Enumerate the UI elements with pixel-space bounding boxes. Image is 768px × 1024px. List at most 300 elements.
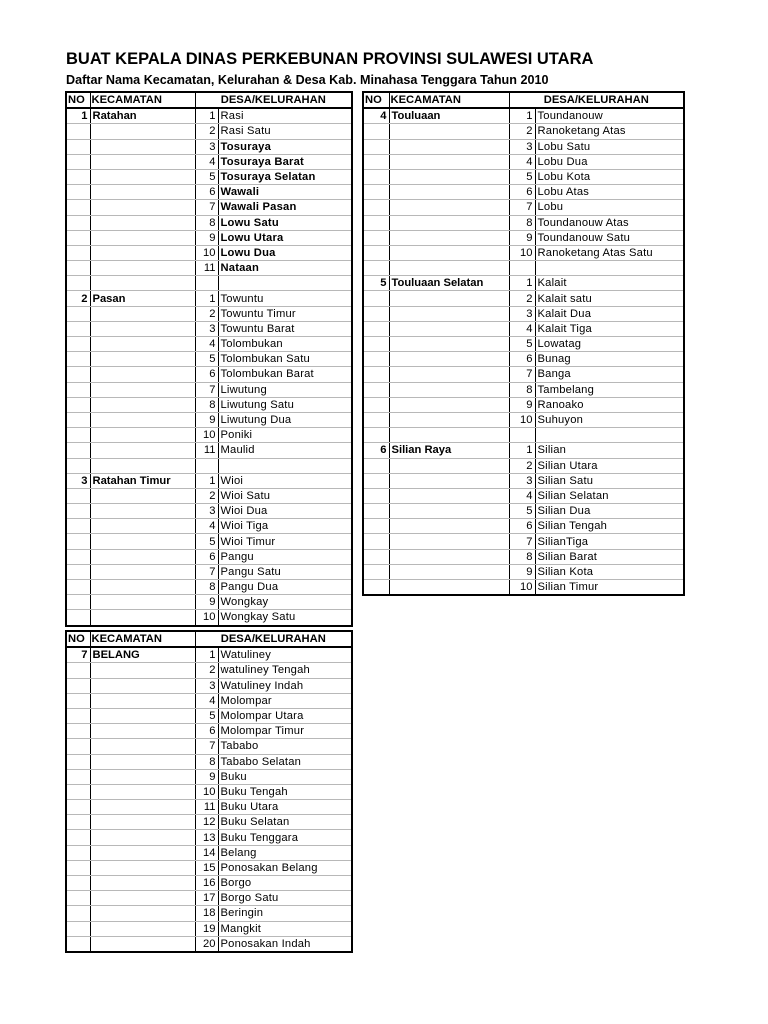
cell-kecamatan-name: Silian Raya	[389, 443, 509, 458]
kecamatan-table-2	[362, 91, 685, 596]
cell-desa-name: Buku Utara	[218, 800, 352, 815]
cell-desa-no: 3	[509, 139, 535, 154]
table-row	[66, 534, 352, 549]
cell-kecamatan-name	[389, 397, 509, 412]
cell-kecamatan-name	[389, 306, 509, 321]
cell-desa-name: Silian Utara	[535, 458, 684, 473]
cell-desa-name: Tolombukan	[218, 337, 352, 352]
cell-kecamatan-name	[90, 352, 195, 367]
cell-kecamatan-name	[389, 580, 509, 596]
cell-kecamatan-name	[90, 367, 195, 382]
cell-desa-name: Pangu Satu	[218, 564, 352, 579]
cell-desa-name: Buku	[218, 769, 352, 784]
cell-kecamatan-no	[66, 261, 90, 276]
table-row	[363, 337, 684, 352]
cell-kecamatan-name	[389, 154, 509, 169]
table-row	[66, 580, 352, 595]
cell-desa-no: 2	[509, 291, 535, 306]
cell-desa-name: Ranoako	[535, 397, 684, 412]
table-row	[66, 708, 352, 723]
cell-desa-no: 1	[195, 291, 218, 306]
cell-desa-name: Watuliney Indah	[218, 678, 352, 693]
cell-desa-name: Wioi Dua	[218, 504, 352, 519]
cell-kecamatan-name	[389, 473, 509, 488]
cell-kecamatan-no	[66, 724, 90, 739]
cell-desa-no: 6	[509, 185, 535, 200]
cell-desa-no: 5	[195, 352, 218, 367]
cell-desa-no: 3	[509, 473, 535, 488]
cell-kecamatan-name	[90, 860, 195, 875]
cell-kecamatan-no	[66, 139, 90, 154]
cell-kecamatan-name	[389, 428, 509, 443]
table-row	[66, 139, 352, 154]
header-kecamatan: KECAMATAN	[90, 631, 195, 647]
cell-kecamatan-name	[389, 382, 509, 397]
cell-kecamatan-no	[66, 124, 90, 139]
cell-desa-no: 6	[195, 724, 218, 739]
cell-desa-no: 18	[195, 906, 218, 921]
table-row	[66, 458, 352, 473]
cell-desa-no: 10	[509, 580, 535, 596]
cell-desa-no: 3	[195, 504, 218, 519]
cell-kecamatan-name	[389, 139, 509, 154]
cell-desa-no: 6	[195, 367, 218, 382]
cell-desa-name: Molompar Utara	[218, 708, 352, 723]
kecamatan-table-1	[65, 91, 353, 627]
cell-desa-name: Silian Satu	[535, 473, 684, 488]
cell-desa-name: Banga	[535, 367, 684, 382]
cell-kecamatan-name	[389, 564, 509, 579]
cell-desa-no: 7	[195, 564, 218, 579]
cell-kecamatan-name	[90, 906, 195, 921]
table-row	[66, 124, 352, 139]
table-row	[66, 830, 352, 845]
cell-kecamatan-no	[66, 428, 90, 443]
table-row	[66, 321, 352, 336]
cell-kecamatan-no	[66, 215, 90, 230]
cell-kecamatan-name	[389, 185, 509, 200]
table-row	[363, 154, 684, 169]
cell-desa-name: Liwutung	[218, 382, 352, 397]
table-row	[66, 860, 352, 875]
cell-kecamatan-name	[90, 724, 195, 739]
cell-kecamatan-no	[363, 185, 389, 200]
cell-kecamatan-name	[90, 564, 195, 579]
cell-desa-name: Lobu	[535, 200, 684, 215]
cell-kecamatan-no	[363, 306, 389, 321]
cell-kecamatan-name	[90, 261, 195, 276]
cell-kecamatan-no	[66, 488, 90, 503]
header-kecamatan: KECAMATAN	[90, 92, 195, 108]
table-row	[66, 693, 352, 708]
cell-desa-no: 4	[509, 154, 535, 169]
table-row	[66, 185, 352, 200]
cell-desa-no: 2	[195, 306, 218, 321]
cell-kecamatan-no	[363, 519, 389, 534]
cell-kecamatan-no: 1	[66, 108, 90, 124]
cell-desa-no: 19	[195, 921, 218, 936]
cell-desa-name: Borgo Satu	[218, 891, 352, 906]
cell-kecamatan-name	[389, 169, 509, 184]
cell-kecamatan-no	[363, 488, 389, 503]
table-row	[66, 108, 352, 124]
cell-desa-name: Silian Barat	[535, 549, 684, 564]
cell-kecamatan-no	[66, 185, 90, 200]
cell-kecamatan-name	[90, 337, 195, 352]
cell-kecamatan-name: Touluaan	[389, 108, 509, 124]
table-row	[66, 200, 352, 215]
cell-desa-name: Nataan	[218, 261, 352, 276]
cell-desa-no: 16	[195, 876, 218, 891]
table-row	[66, 504, 352, 519]
cell-kecamatan-no	[66, 595, 90, 610]
cell-kecamatan-no	[363, 428, 389, 443]
cell-desa-name: Silian	[535, 443, 684, 458]
header-desa-kelurahan: DESA/KELURAHAN	[509, 92, 684, 108]
cell-kecamatan-no	[363, 337, 389, 352]
cell-kecamatan-name	[90, 215, 195, 230]
cell-kecamatan-no	[66, 739, 90, 754]
cell-kecamatan-no	[66, 169, 90, 184]
table-row	[66, 443, 352, 458]
cell-desa-name: Ranoketang Atas Satu	[535, 245, 684, 260]
cell-kecamatan-no	[66, 519, 90, 534]
cell-desa-no: 5	[195, 708, 218, 723]
cell-desa-name: Buku Tengah	[218, 784, 352, 799]
cell-desa-no: 2	[509, 458, 535, 473]
cell-desa-name: Bunag	[535, 352, 684, 367]
header-desa-kelurahan: DESA/KELURAHAN	[195, 92, 352, 108]
cell-kecamatan-name	[389, 519, 509, 534]
cell-desa-name: Kalait	[535, 276, 684, 291]
cell-kecamatan-name	[389, 230, 509, 245]
table-row	[363, 580, 684, 596]
cell-desa-no: 4	[195, 154, 218, 169]
table-header-row	[66, 92, 352, 108]
cell-kecamatan-no	[66, 397, 90, 412]
cell-desa-name: Ponosakan Indah	[218, 936, 352, 952]
cell-desa-no: 4	[509, 488, 535, 503]
cell-desa-no: 1	[195, 108, 218, 124]
cell-desa-no: 1	[509, 276, 535, 291]
cell-desa-name: Kalait satu	[535, 291, 684, 306]
table-row	[66, 245, 352, 260]
header-kecamatan: KECAMATAN	[389, 92, 509, 108]
table-row	[66, 800, 352, 815]
cell-kecamatan-name	[90, 276, 195, 291]
cell-desa-name: Wawali	[218, 185, 352, 200]
table-row	[363, 352, 684, 367]
cell-desa-name: Liwutung Satu	[218, 397, 352, 412]
cell-desa-no: 9	[509, 230, 535, 245]
cell-desa-no: 6	[195, 185, 218, 200]
cell-desa-no: 12	[195, 815, 218, 830]
table-row	[66, 724, 352, 739]
table-row	[66, 291, 352, 306]
cell-kecamatan-no	[66, 891, 90, 906]
cell-desa-no: 10	[509, 412, 535, 427]
cell-desa-name: Wongkay	[218, 595, 352, 610]
cell-desa-no: 1	[195, 647, 218, 663]
cell-kecamatan-no: 2	[66, 291, 90, 306]
cell-kecamatan-no	[66, 337, 90, 352]
cell-desa-no	[195, 458, 218, 473]
cell-kecamatan-name	[90, 519, 195, 534]
cell-kecamatan-name	[90, 693, 195, 708]
cell-desa-no: 7	[195, 200, 218, 215]
cell-kecamatan-name	[389, 124, 509, 139]
cell-kecamatan-no	[66, 549, 90, 564]
cell-desa-no: 9	[509, 564, 535, 579]
cell-kecamatan-name	[90, 891, 195, 906]
cell-desa-no: 9	[195, 230, 218, 245]
cell-kecamatan-name	[90, 830, 195, 845]
table-row	[66, 610, 352, 626]
cell-desa-name: Poniki	[218, 428, 352, 443]
cell-desa-name: Tolombukan Barat	[218, 367, 352, 382]
table-row	[363, 367, 684, 382]
cell-desa-no: 14	[195, 845, 218, 860]
table-row	[363, 124, 684, 139]
cell-desa-name	[535, 261, 684, 276]
cell-desa-name: Silian Dua	[535, 504, 684, 519]
cell-kecamatan-name	[389, 458, 509, 473]
cell-desa-no: 10	[195, 610, 218, 626]
cell-desa-name: Molompar Timur	[218, 724, 352, 739]
cell-desa-no: 3	[195, 321, 218, 336]
cell-desa-no: 3	[195, 678, 218, 693]
table-row	[363, 261, 684, 276]
cell-desa-no: 7	[195, 382, 218, 397]
table-row	[66, 549, 352, 564]
cell-desa-name: Toundanouw Satu	[535, 230, 684, 245]
cell-kecamatan-no	[363, 564, 389, 579]
cell-desa-no: 2	[195, 124, 218, 139]
cell-desa-no: 5	[195, 169, 218, 184]
cell-kecamatan-no	[66, 458, 90, 473]
cell-desa-no: 2	[195, 488, 218, 503]
cell-desa-no: 4	[195, 693, 218, 708]
cell-desa-name: Buku Tenggara	[218, 830, 352, 845]
cell-desa-no: 7	[195, 739, 218, 754]
cell-kecamatan-no	[66, 708, 90, 723]
header-no: NO	[363, 92, 389, 108]
table-row	[363, 443, 684, 458]
table-row	[66, 276, 352, 291]
cell-desa-name: Tosuraya Selatan	[218, 169, 352, 184]
cell-desa-name: Ranoketang Atas	[535, 124, 684, 139]
cell-desa-name: Molompar	[218, 693, 352, 708]
table-row	[66, 230, 352, 245]
cell-desa-no: 3	[509, 306, 535, 321]
cell-kecamatan-no	[66, 352, 90, 367]
cell-kecamatan-no	[66, 154, 90, 169]
table-row	[66, 382, 352, 397]
cell-kecamatan-no	[66, 663, 90, 678]
cell-kecamatan-name	[389, 534, 509, 549]
cell-kecamatan-no	[363, 412, 389, 427]
cell-desa-no: 11	[195, 261, 218, 276]
cell-kecamatan-name	[90, 784, 195, 799]
cell-kecamatan-no	[363, 382, 389, 397]
table-row	[66, 876, 352, 891]
table-row	[66, 678, 352, 693]
cell-kecamatan-no	[363, 139, 389, 154]
cell-kecamatan-name	[90, 488, 195, 503]
cell-desa-name: Towuntu Timur	[218, 306, 352, 321]
cell-kecamatan-name	[90, 321, 195, 336]
table-row	[363, 473, 684, 488]
cell-kecamatan-no	[363, 473, 389, 488]
cell-desa-name: Lobu Satu	[535, 139, 684, 154]
cell-kecamatan-no	[66, 845, 90, 860]
cell-desa-no: 5	[509, 504, 535, 519]
table-row	[363, 276, 684, 291]
cell-desa-name: Pangu	[218, 549, 352, 564]
table-row	[66, 169, 352, 184]
cell-kecamatan-no	[66, 860, 90, 875]
cell-desa-no: 2	[509, 124, 535, 139]
table-row	[363, 412, 684, 427]
cell-desa-no: 2	[195, 663, 218, 678]
cell-desa-name	[218, 458, 352, 473]
page-subtitle: Daftar Nama Kecamatan, Kelurahan & Desa Kab. Minahasa Tenggara Tahun 2010	[66, 73, 549, 87]
table-row	[66, 352, 352, 367]
cell-kecamatan-no	[66, 936, 90, 952]
table-row	[66, 154, 352, 169]
table-row	[363, 397, 684, 412]
cell-desa-name: Wioi Timur	[218, 534, 352, 549]
cell-desa-name: Towuntu Barat	[218, 321, 352, 336]
cell-desa-no: 5	[509, 169, 535, 184]
cell-desa-no: 8	[509, 382, 535, 397]
table-row	[363, 564, 684, 579]
cell-kecamatan-name	[90, 708, 195, 723]
cell-desa-no: 17	[195, 891, 218, 906]
cell-kecamatan-name	[90, 678, 195, 693]
cell-desa-name: Toundanouw Atas	[535, 215, 684, 230]
cell-kecamatan-name	[389, 367, 509, 382]
cell-kecamatan-name: BELANG	[90, 647, 195, 663]
cell-kecamatan-name	[90, 397, 195, 412]
cell-kecamatan-no	[66, 412, 90, 427]
cell-kecamatan-name	[90, 139, 195, 154]
cell-kecamatan-no	[66, 693, 90, 708]
table-row	[66, 306, 352, 321]
cell-desa-no: 8	[195, 397, 218, 412]
cell-desa-no: 1	[195, 473, 218, 488]
cell-desa-no: 7	[509, 367, 535, 382]
cell-kecamatan-no	[363, 458, 389, 473]
cell-kecamatan-name	[90, 428, 195, 443]
cell-desa-name: Tababo	[218, 739, 352, 754]
cell-desa-name: Lowu Dua	[218, 245, 352, 260]
cell-kecamatan-name	[389, 245, 509, 260]
cell-kecamatan-name: Ratahan	[90, 108, 195, 124]
cell-kecamatan-name	[389, 504, 509, 519]
cell-desa-name: Watuliney	[218, 647, 352, 663]
table-row	[363, 428, 684, 443]
cell-desa-no	[509, 261, 535, 276]
cell-kecamatan-name	[90, 458, 195, 473]
cell-desa-no: 6	[195, 549, 218, 564]
cell-desa-name: Tolombukan Satu	[218, 352, 352, 367]
cell-desa-no: 10	[195, 784, 218, 799]
cell-desa-name: Tambelang	[535, 382, 684, 397]
cell-desa-name: Ponosakan Belang	[218, 860, 352, 875]
cell-desa-name: Lowu Utara	[218, 230, 352, 245]
table-row	[363, 321, 684, 336]
cell-desa-name: watuliney Tengah	[218, 663, 352, 678]
cell-desa-no: 20	[195, 936, 218, 952]
cell-kecamatan-no	[66, 504, 90, 519]
cell-kecamatan-name	[90, 921, 195, 936]
cell-kecamatan-no	[363, 230, 389, 245]
cell-desa-no: 8	[195, 754, 218, 769]
table-row	[363, 382, 684, 397]
cell-desa-no: 4	[195, 519, 218, 534]
cell-kecamatan-no: 7	[66, 647, 90, 663]
cell-kecamatan-name	[90, 845, 195, 860]
cell-kecamatan-name	[389, 337, 509, 352]
table-row	[66, 261, 352, 276]
cell-kecamatan-no	[363, 367, 389, 382]
cell-desa-name: Wioi	[218, 473, 352, 488]
cell-kecamatan-no	[363, 397, 389, 412]
cell-desa-no: 5	[509, 337, 535, 352]
cell-kecamatan-no: 3	[66, 473, 90, 488]
table-row	[66, 891, 352, 906]
table-header-row	[66, 631, 352, 647]
cell-kecamatan-no: 4	[363, 108, 389, 124]
cell-desa-no: 5	[195, 534, 218, 549]
table-row	[363, 488, 684, 503]
table-row	[66, 337, 352, 352]
cell-desa-no: 11	[195, 443, 218, 458]
table-row	[363, 458, 684, 473]
cell-kecamatan-no	[363, 169, 389, 184]
table-row	[66, 595, 352, 610]
cell-kecamatan-no	[66, 245, 90, 260]
table-row	[66, 367, 352, 382]
cell-kecamatan-name	[90, 876, 195, 891]
cell-kecamatan-no	[363, 534, 389, 549]
cell-desa-name: Kalait Tiga	[535, 321, 684, 336]
table-row	[66, 428, 352, 443]
table-row	[363, 549, 684, 564]
cell-kecamatan-no	[66, 754, 90, 769]
cell-desa-no: 8	[195, 580, 218, 595]
page-title: BUAT KEPALA DINAS PERKEBUNAN PROVINSI SULAWESI UTARA	[66, 50, 594, 68]
cell-desa-name: Suhuyon	[535, 412, 684, 427]
cell-desa-name: Lowatag	[535, 337, 684, 352]
table-row	[363, 169, 684, 184]
cell-desa-no: 11	[195, 800, 218, 815]
table-header-row	[363, 92, 684, 108]
cell-kecamatan-no	[363, 200, 389, 215]
cell-kecamatan-no	[363, 580, 389, 596]
cell-desa-name: Lobu Dua	[535, 154, 684, 169]
cell-kecamatan-no: 5	[363, 276, 389, 291]
cell-desa-no	[195, 276, 218, 291]
cell-kecamatan-name	[389, 352, 509, 367]
cell-kecamatan-no	[66, 580, 90, 595]
cell-desa-name: Lobu Kota	[535, 169, 684, 184]
table-row	[66, 921, 352, 936]
cell-kecamatan-name	[389, 321, 509, 336]
cell-desa-no: 6	[509, 352, 535, 367]
cell-kecamatan-no	[66, 200, 90, 215]
